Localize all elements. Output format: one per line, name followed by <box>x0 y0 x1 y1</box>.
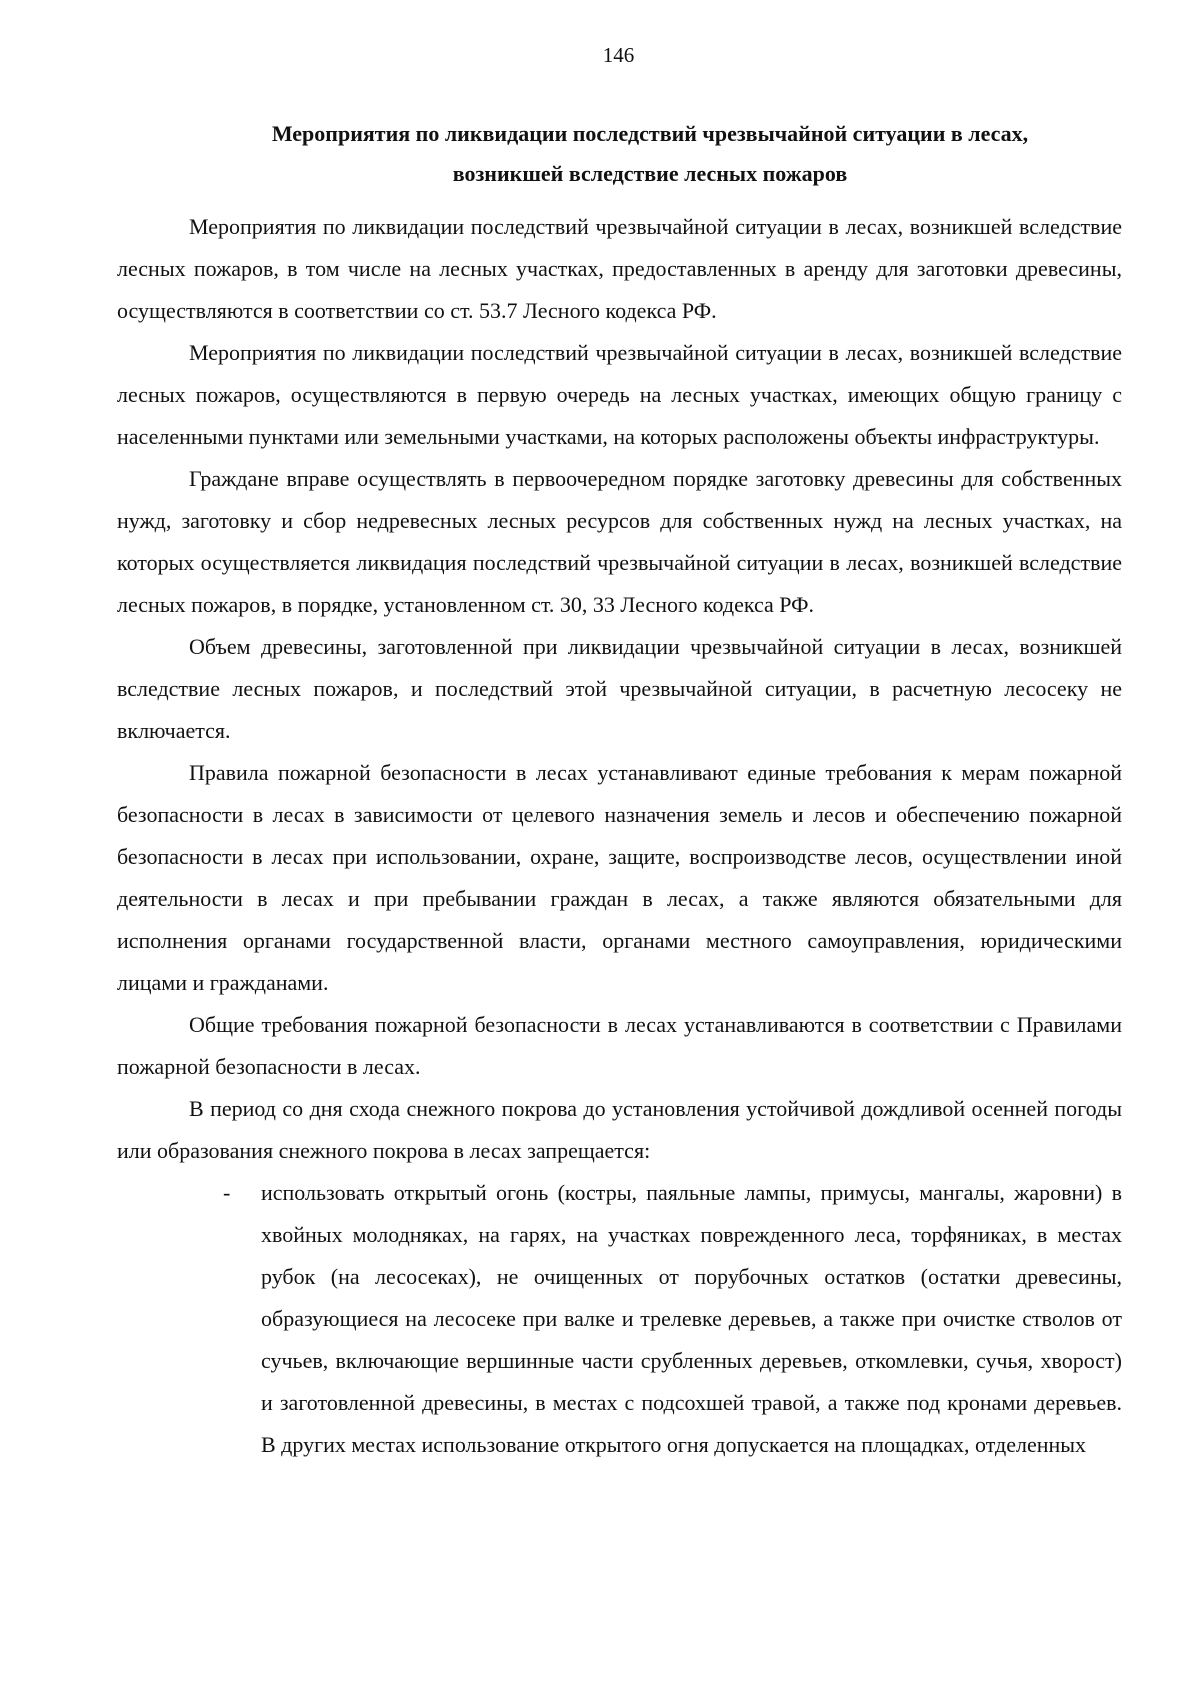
heading-line-2: возникшей вследствие лесных пожаров <box>452 161 848 186</box>
paragraph: В период со дня схода снежного покрова до установления устойчивой дождливой осенней погоды или образования снежного покрова в лесах запрещается: <box>117 1096 1122 1163</box>
list-item <box>223 1172 1122 1466</box>
paragraph: Объем древесины, заготовленной при ликвидации чрезвычайной ситуации в лесах, возникшей вследствие лесных пожаров, и последствий этой чрезвычайной ситуации, в расчетную лесосеку не включается. <box>117 634 1122 743</box>
section-heading <box>150 114 1150 194</box>
paragraph: Граждане вправе осуществлять в первоочередном порядке заготовку древесины для собственных нужд, заготовку и сбор недревесных лесных ресурсов для собственных нужд на лесных участках, на которых осуществляется ликвидация последствий чрезвычайной ситуации в лесах, возникшей вследствие лесных пожаров, в порядке, установленном ст. 30, 33 Лесного кодекса РФ. <box>117 466 1122 617</box>
paragraph: Мероприятия по ликвидации последствий чрезвычайной ситуации в лесах, возникшей вследствие лесных пожаров, осуществляются в первую очередь на лесных участках, имеющих общую границу с населенными пунктами или земельными участками, на которых расположены объекты инфраструктуры. <box>117 340 1122 449</box>
list-marker: - <box>223 1180 231 1205</box>
body-text <box>117 206 1122 1466</box>
prohibition-list <box>117 1172 1122 1466</box>
paragraph: Мероприятия по ликвидации последствий чрезвычайной ситуации в лесах, возникшей вследствие лесных пожаров, в том числе на лесных участках, предоставленных в аренду для заготовки древесины, осуществляются в соответствии со ст. 53.7 Лесного кодекса РФ. <box>117 214 1122 323</box>
page-number: 146 <box>602 43 635 67</box>
list-item-text: использовать открытый огонь (костры, паяльные лампы, примусы, мангалы, жаровни) в хвойных молодняках, на гарях, на участках поврежденного леса, торфяниках, в местах рубок (на лесосеках), не очищенных от порубочных остатков (остатки древесины, образующиеся на лесосеке при валке и трелевке деревьев, а также при очистке стволов от сучьев, включающие вершинные части срубленных деревьев, откомлевки, сучья, хворост) и заготовленной древесины, в местах с подсохшей травой, а также под кронами деревьев. В других местах использование открытого огня допускается на площадках, отделенных <box>261 1180 1122 1457</box>
heading-line-1: Мероприятия по ликвидации последствий чрезвычайной ситуации в лесах, <box>271 121 1029 146</box>
paragraph: Правила пожарной безопасности в лесах устанавливают единые требования к мерам пожарной безопасности в лесах в зависимости от целевого назначения земель и лесов и обеспечению пожарной безопасности в лесах при использовании, охране, защите, воспроизводстве лесов, осуществлении иной деятельности в лесах и при пребывании граждан в лесах, а также являются обязательными для исполнения органами государственной власти, органами местного самоуправления, юридическими лицами и гражданами. <box>117 760 1122 995</box>
paragraph: Общие требования пожарной безопасности в лесах устанавливаются в соответствии с Правилами пожарной безопасности в лесах. <box>117 1012 1122 1079</box>
